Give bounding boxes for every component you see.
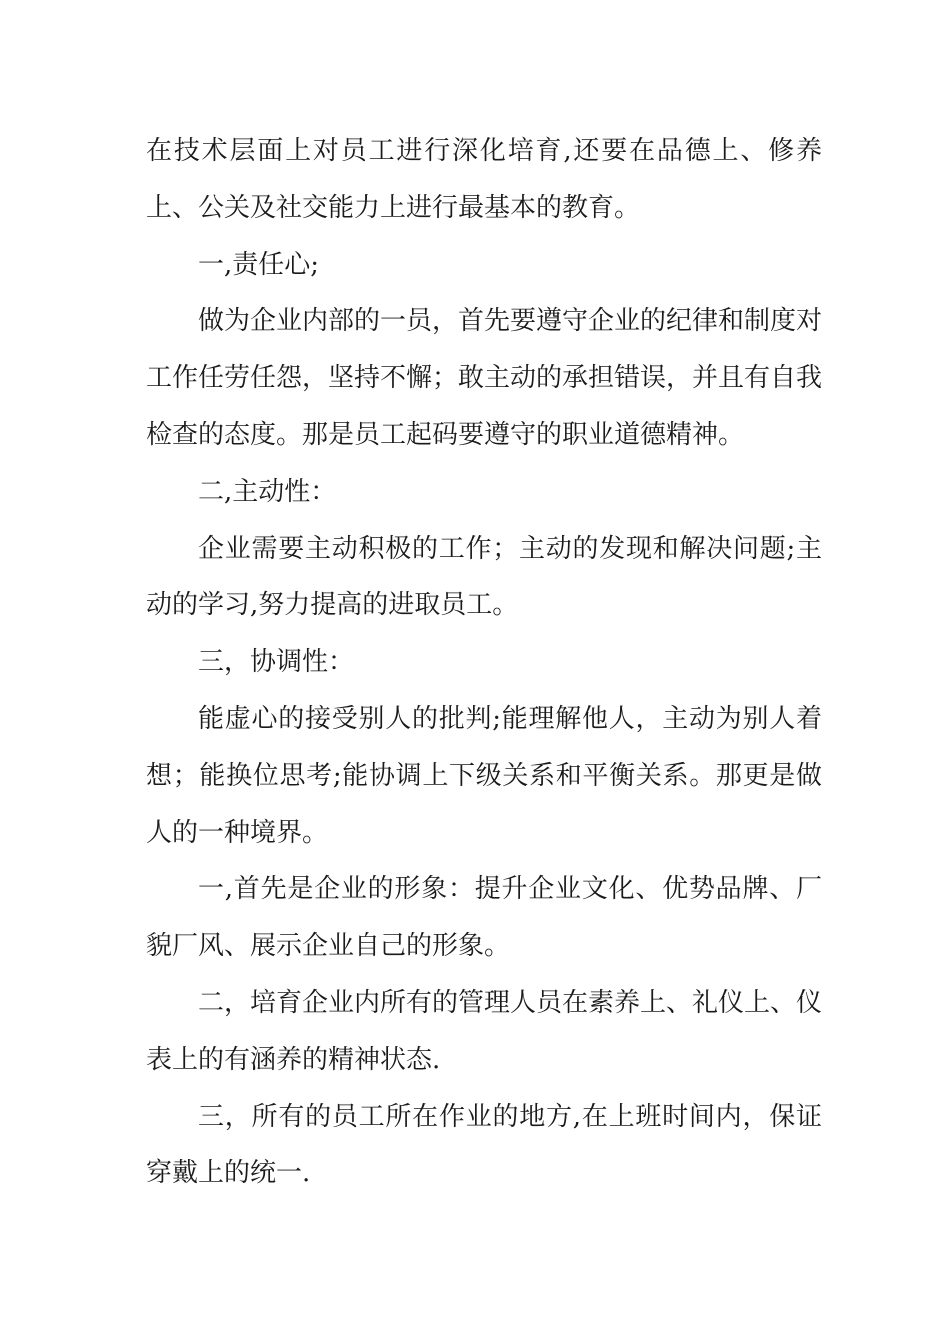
paragraph-uniform-dress: 三，所有的员工所在作业的地方,在上班时间内，保证穿戴上的统一. bbox=[146, 1101, 822, 1189]
heading-responsibility: 一,责任心; bbox=[198, 249, 320, 280]
paragraph-coordination: 能虚心的接受别人的批判;能理解他人，主动为别人着想；能换位思考;能协调上下级关系和平衡关系。那更是做人的一种境界。 bbox=[146, 703, 822, 848]
document-body bbox=[146, 123, 822, 1202]
paragraph-company-image: 一,首先是企业的形象：提升企业文化、优势品牌、厂貌厂风、展示企业自己的形象。 bbox=[146, 874, 822, 962]
heading-initiative: 二,主动性： bbox=[198, 476, 337, 507]
paragraph-management-training: 二，培育企业内所有的管理人员在素养上、礼仪上、仪表上的有涵养的精神状态. bbox=[146, 987, 823, 1075]
heading-coordination: 三，协调性： bbox=[198, 647, 355, 678]
paragraph-responsibility: 做为企业内部的一员，首先要遵守企业的纪律和制度对工作任劳任怨，坚持不懈；敢主动的承担错误，并且有自我检查的态度。那是员工起码要遵守的职业道德精神。 bbox=[146, 306, 823, 450]
paragraph-initiative: 企业需要主动积极的工作；主动的发现和解决问题;主动的学习,努力提高的进取员工。 bbox=[146, 533, 822, 621]
paragraph-intro-continued: 在技术层面上对员工进行深化培育,还要在品德上、修养上、公关及社交能力上进行最基本的教育。 bbox=[146, 136, 822, 223]
